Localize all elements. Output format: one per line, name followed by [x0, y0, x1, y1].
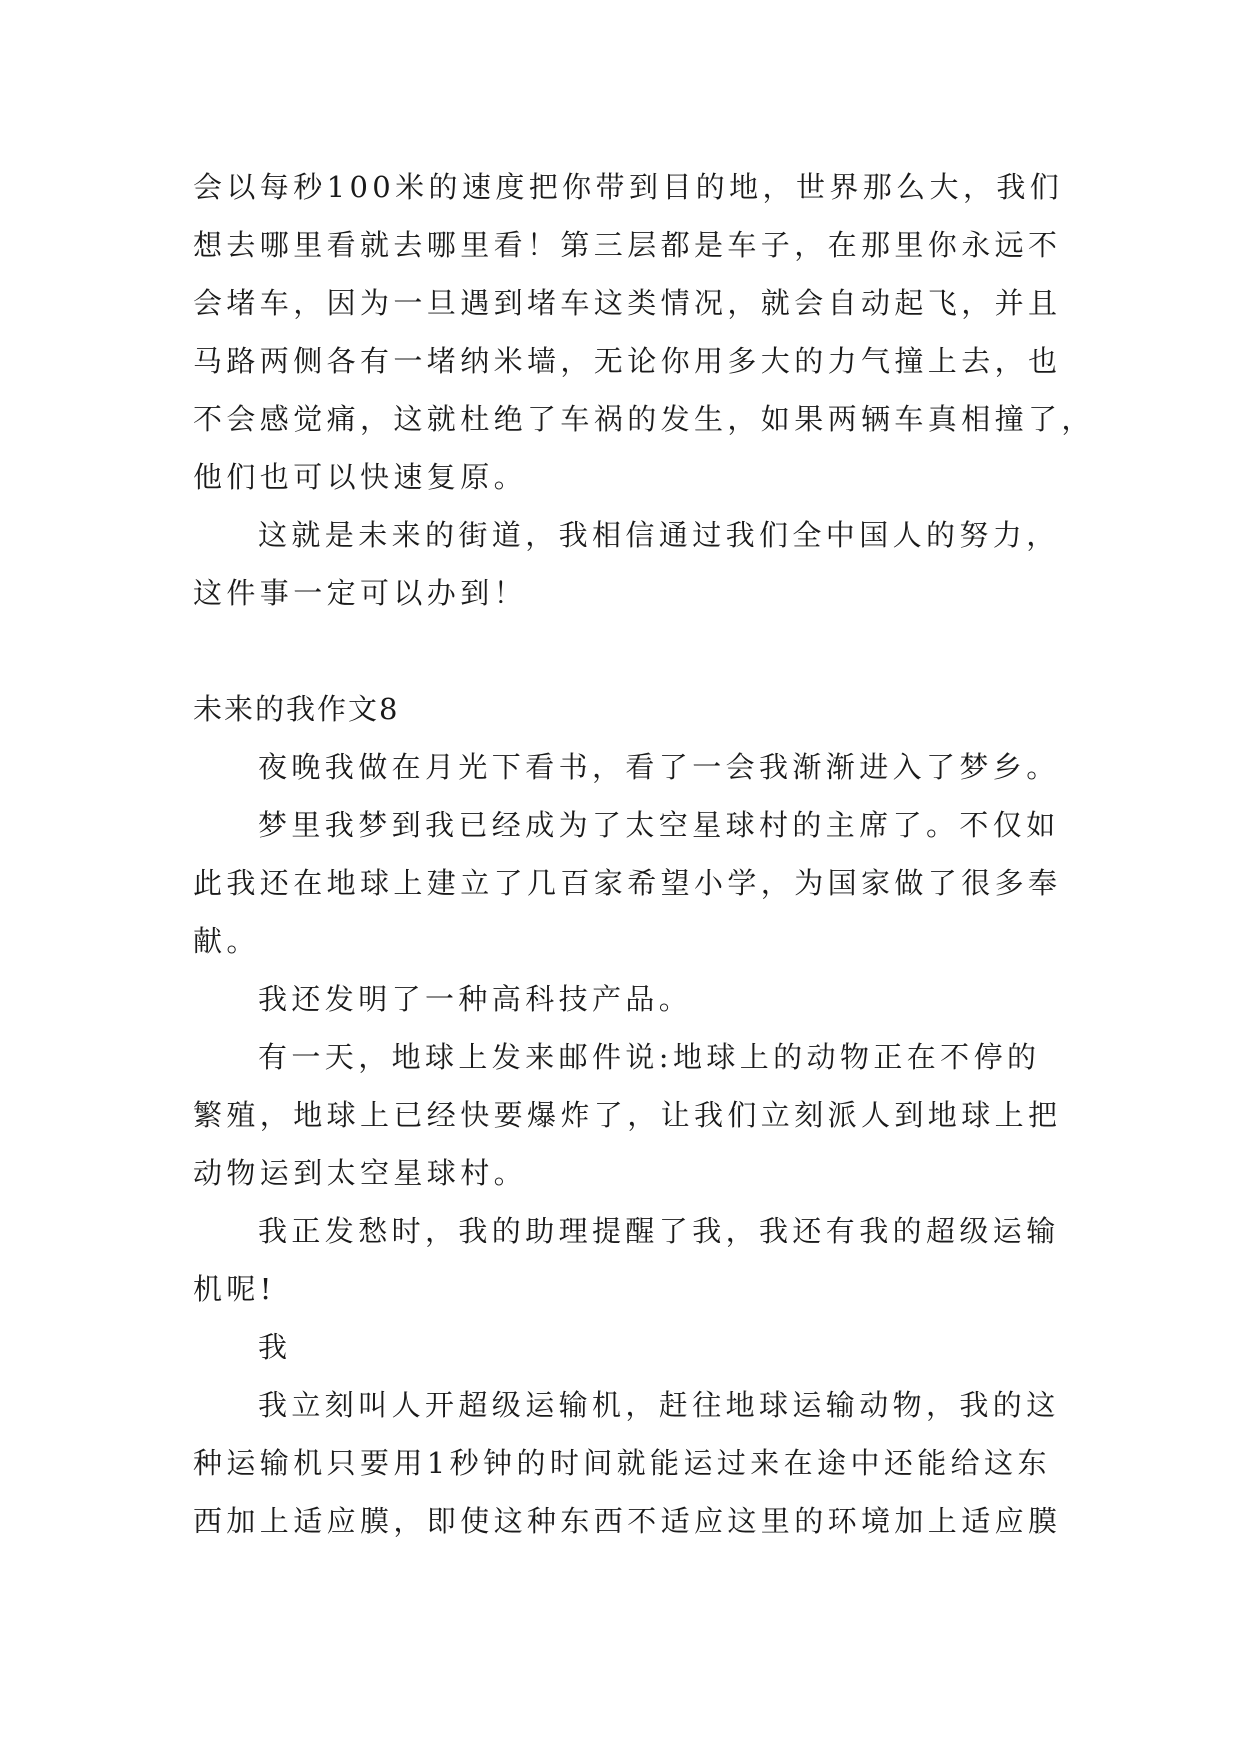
paragraph-line: 种运输机只要用1秒钟的时间就能运过来在途中还能给这东 [193, 1446, 1051, 1480]
paragraph-line: 夜晚我做在月光下看书，看了一会我渐渐进入了梦乡。 [258, 750, 1060, 784]
paragraph-line: 我还发明了一种高科技产品。 [258, 982, 693, 1016]
paragraph-line: 会堵车，因为一旦遇到堵车这类情况，就会自动起飞，并且 [193, 286, 1062, 320]
paragraph-line: 动物运到太空星球村。 [193, 1156, 528, 1190]
paragraph-line: 繁殖，地球上已经快要爆炸了，让我们立刻派人到地球上把 [193, 1098, 1062, 1132]
paragraph-line: 献。 [193, 924, 260, 958]
paragraph-line: 想去哪里看就去哪里看！第三层都是车子，在那里你永远不 [193, 228, 1062, 262]
section-title: 未来的我作文8 [193, 692, 400, 726]
paragraph-line: 此我还在地球上建立了几百家希望小学，为国家做了很多奉 [193, 866, 1062, 900]
paragraph-line: 这件事一定可以办到！ [193, 576, 528, 610]
paragraph-line: 我正发愁时，我的助理提醒了我，我还有我的超级运输 [258, 1214, 1060, 1248]
paragraph-line: 梦里我梦到我已经成为了太空星球村的主席了。不仅如 [258, 808, 1060, 842]
paragraph-line: 他们也可以快速复原。 [193, 460, 528, 494]
paragraph-line: 西加上适应膜，即使这种东西不适应这里的环境加上适应膜 [193, 1504, 1062, 1538]
paragraph-line: 机呢! [193, 1272, 276, 1306]
paragraph-line: 这就是未来的街道，我相信通过我们全中国人的努力， [258, 518, 1060, 552]
paragraph-line: 不会感觉痛，这就杜绝了车祸的发生，如果两辆车真相撞了， [193, 402, 1095, 436]
paragraph-line: 我立刻叫人开超级运输机，赶往地球运输动物，我的这 [258, 1388, 1060, 1422]
paragraph-line: 有一天，地球上发来邮件说:地球上的动物正在不停的 [258, 1040, 1041, 1074]
paragraph-line: 会以每秒100米的速度把你带到目的地，世界那么大，我们 [193, 170, 1064, 204]
paragraph-line: 我 [258, 1330, 292, 1364]
paragraph-line: 马路两侧各有一堵纳米墙，无论你用多大的力气撞上去，也 [193, 344, 1062, 378]
